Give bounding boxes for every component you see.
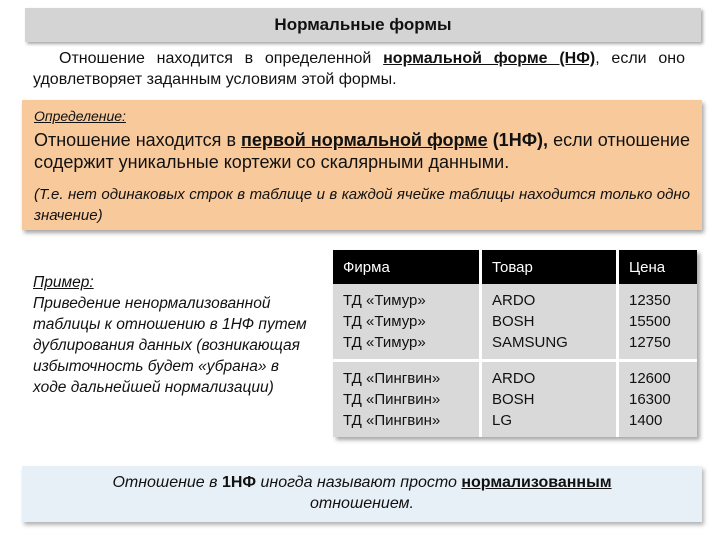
definition-abbr: (1НФ), <box>492 130 549 150</box>
definition-text-3: если отношение содержит уникальные кортежи со скалярными данными. <box>34 130 690 172</box>
page-title-text: Нормальные формы <box>274 15 452 34</box>
definition-text-1: Отношение находится в <box>34 130 242 150</box>
table-cell: 12600 16300 1400 <box>618 361 698 438</box>
table-row <box>333 284 697 361</box>
definition-box <box>22 100 702 230</box>
table-cell: ТД «Тимур» ТД «Тимур» ТД «Тимур» <box>333 284 481 361</box>
example-text: Приведение ненормализованной таблицы к отношению в 1НФ путем дублирования данных (возникающая избыточность будет «убрана» в ходе дальнейшей нормализации) <box>33 295 307 396</box>
header-price: Цена <box>618 250 698 284</box>
intro-paragraph <box>33 48 685 90</box>
intro-text-1: Отношение находится в определенной <box>59 50 384 67</box>
summary-text-1: Отношение в <box>112 474 222 491</box>
definition-label: Определение: <box>34 108 126 124</box>
table-cell: ARDO BOSH LG <box>481 361 618 438</box>
header-firm: Фирма <box>333 250 481 284</box>
definition-note: (Т.е. нет одинаковых строк в таблице и в каждой ячейке таблицы находится только одно значение) <box>34 186 690 224</box>
definition-text <box>34 129 690 173</box>
table-cell: ARDO BOSH SAMSUNG <box>481 284 618 361</box>
example-block <box>33 272 315 398</box>
definition-term: первой нормальной форме <box>241 130 488 150</box>
summary-abbr: 1НФ <box>221 474 257 491</box>
table-header-row <box>333 250 697 284</box>
summary-text-2: иногда называют просто <box>256 474 462 491</box>
summary-term: нормализованным <box>461 474 612 491</box>
table-row <box>333 361 697 438</box>
summary-box <box>22 466 702 522</box>
summary-text-3: отношением. <box>310 495 414 512</box>
page-title <box>25 8 701 42</box>
header-product: Товар <box>481 250 618 284</box>
intro-term: нормальной форме (НФ) <box>383 50 596 67</box>
intro-text-2: , если оно удовлетворяет заданным условиям этой формы. <box>33 50 685 88</box>
table-cell: 12350 15500 12750 <box>618 284 698 361</box>
table-cell: ТД «Пингвин» ТД «Пингвин» ТД «Пингвин» <box>333 361 481 438</box>
example-label: Пример: <box>33 274 94 291</box>
relation-table <box>333 250 697 437</box>
